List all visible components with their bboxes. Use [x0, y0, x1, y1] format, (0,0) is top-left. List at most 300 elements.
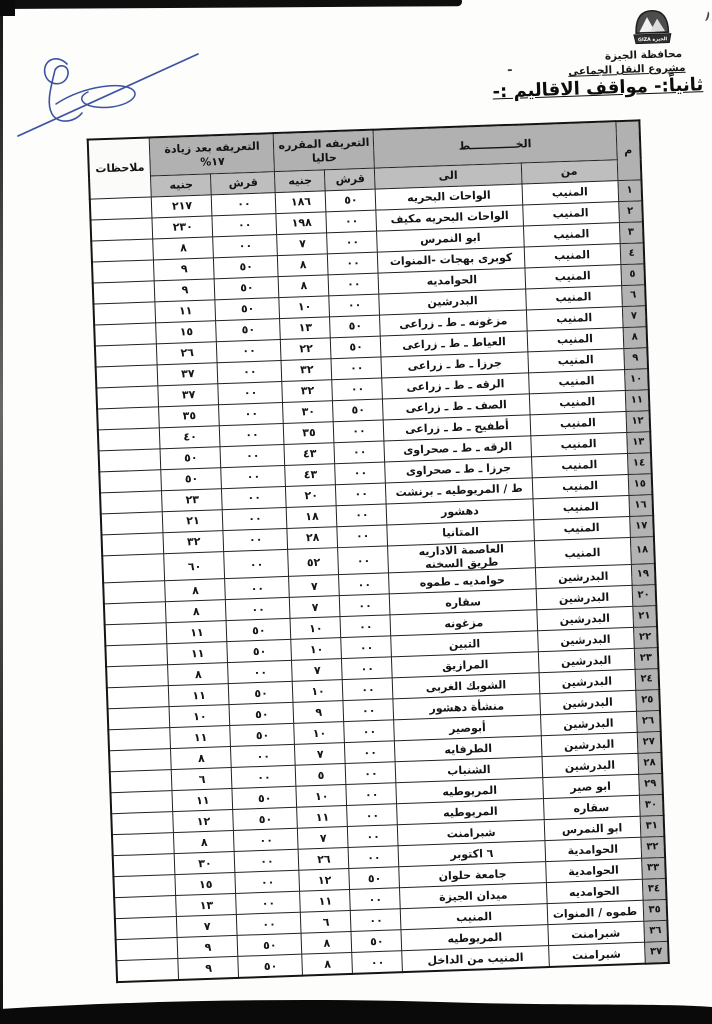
- current-qirsh-cell: ٠٠: [344, 720, 395, 743]
- increased-qirsh-cell: ٠٠: [225, 577, 290, 600]
- to-cell: الرقه ـ ط ـ صحراوى: [384, 436, 531, 462]
- notes-cell: [115, 917, 178, 940]
- notes-cell: [111, 812, 174, 835]
- increased-gineh-cell: ٩: [154, 258, 215, 281]
- to-cell: الرقه ـ ط ـ زراعى: [382, 373, 529, 399]
- current-qirsh-cell: ٠٠: [335, 462, 386, 485]
- to-cell: ٦ اكتوبر: [399, 841, 546, 867]
- row-number-cell: ٢٩: [638, 774, 663, 796]
- current-gineh-cell: ٦: [301, 911, 352, 934]
- from-cell: الحوامدية: [545, 859, 642, 883]
- increased-qirsh-cell: ٥٠: [215, 277, 280, 300]
- from-cell: المنيب: [528, 370, 625, 394]
- notes-cell: [113, 875, 176, 898]
- current-qirsh-cell: ٠٠: [337, 525, 388, 548]
- to-cell: كوبرى بهجات -المنوات: [378, 247, 525, 273]
- current-gineh-cell: ٧: [295, 743, 346, 766]
- fare-table: [87, 119, 670, 983]
- increased-qirsh-cell: ٠٠: [212, 193, 277, 216]
- notes-cell: [109, 749, 172, 772]
- notes-cell: [106, 665, 169, 688]
- row-number-cell: ١٠: [624, 369, 649, 391]
- increased-gineh-cell: ٨: [153, 237, 214, 260]
- notes-cell: [116, 938, 179, 961]
- row-number-cell: ٦: [621, 285, 646, 307]
- current-qirsh-cell: ٠٠: [347, 804, 398, 827]
- increased-qirsh-cell: ٥٠: [216, 319, 281, 342]
- to-cell: العياط ـ ط ـ زراعى: [381, 331, 528, 357]
- current-gineh-cell: ٨: [279, 275, 330, 298]
- increased-qirsh-cell: ٠٠: [213, 235, 278, 258]
- increased-gineh-cell: ٣٧: [158, 384, 219, 407]
- row-number-cell: ٢٤: [635, 669, 660, 691]
- row-number-cell: ٥: [620, 264, 645, 286]
- increased-qirsh-cell: ٠٠: [223, 528, 288, 551]
- increased-gineh-cell: ٨: [174, 831, 235, 854]
- increased-gineh-cell: ٦: [172, 768, 233, 791]
- row-number-cell: ١٥: [628, 474, 653, 496]
- current-gineh-cell: ١٨٦: [276, 191, 327, 214]
- current-qirsh-cell: ٠٠: [351, 909, 402, 932]
- current-gineh-cell: ٩: [293, 701, 344, 724]
- scan-edge-left: [0, 0, 3, 1024]
- current-qirsh-cell: ٠٠: [352, 951, 403, 974]
- current-gineh-cell: ٥: [296, 764, 347, 787]
- current-gineh-cell: ٧: [290, 596, 341, 619]
- current-gineh-cell: ٢٨: [287, 527, 338, 550]
- current-gineh-cell: ١١: [300, 890, 351, 913]
- row-number-cell: ٢٦: [636, 711, 661, 733]
- giza-governorate-logo: [630, 3, 674, 54]
- notes-cell: [108, 728, 171, 751]
- current-qirsh-cell: ٠٠: [346, 762, 397, 785]
- from-cell: الحوامديه: [546, 880, 643, 904]
- header-increased-gineh: جنيه: [151, 174, 212, 197]
- notes-cell: [93, 281, 156, 304]
- header-to: الى: [375, 163, 522, 189]
- increased-gineh-cell: ٢١٧: [152, 195, 213, 218]
- current-qirsh-cell: ٠٠: [329, 294, 380, 317]
- increased-gineh-cell: ٢١: [163, 510, 224, 533]
- row-number-cell: ٣٣: [641, 858, 666, 880]
- current-qirsh-cell: ٠٠: [336, 483, 387, 506]
- increased-gineh-cell: ٩: [178, 936, 239, 959]
- to-cell: الشوبك الغربى: [393, 673, 540, 699]
- current-gineh-cell: ١١: [297, 806, 348, 829]
- current-gineh-cell: ١٢: [299, 869, 350, 892]
- current-qirsh-cell: ٠٠: [345, 741, 396, 764]
- to-cell: سقاره: [390, 589, 537, 615]
- agency-name: محافظة الجيزة: [604, 47, 683, 63]
- row-number-cell: ١١: [625, 390, 650, 412]
- increased-gineh-cell: ٨: [166, 600, 227, 623]
- from-cell: البدرشين: [538, 649, 635, 673]
- current-qirsh-cell: ٠٠: [341, 636, 392, 659]
- from-cell: سقاره: [543, 796, 640, 820]
- notes-cell: [90, 218, 153, 241]
- header-increased-qirsh: قرش: [211, 172, 276, 195]
- signature: [12, 40, 207, 145]
- row-number-cell: ٢: [618, 201, 643, 223]
- to-cell: المريوطيه: [397, 799, 544, 825]
- increased-gineh-cell: ١٢: [173, 810, 234, 833]
- current-gineh-cell: ٨: [278, 254, 329, 277]
- from-cell: طموه / المنوات: [547, 901, 644, 925]
- increased-gineh-cell: ١١: [170, 726, 231, 749]
- increased-qirsh-cell: ٥٠: [227, 619, 292, 642]
- increased-qirsh-cell: ٥٠: [232, 787, 297, 810]
- current-gineh-cell: ١٠: [279, 296, 330, 319]
- current-gineh-cell: ٣٥: [284, 422, 335, 445]
- current-gineh-cell: ٧: [292, 659, 343, 682]
- stray-ink-mark: [702, 10, 711, 21]
- increased-gineh-cell: ٢٣: [162, 489, 223, 512]
- current-gineh-cell: ٧: [277, 233, 328, 256]
- header-from: من: [521, 160, 618, 184]
- to-cell: المتانيا: [387, 520, 534, 546]
- current-qirsh-cell: ٠٠: [349, 846, 400, 869]
- current-gineh-cell: ٤٣: [284, 443, 335, 466]
- to-cell: شبرامنت: [398, 820, 545, 846]
- current-gineh-cell: ٢٦: [299, 848, 350, 871]
- notes-cell: [105, 644, 168, 667]
- notes-cell: [99, 470, 162, 493]
- row-number-cell: ١٢: [626, 411, 651, 433]
- from-cell: المنيب: [534, 537, 631, 568]
- from-cell: المنيب: [527, 349, 624, 373]
- increased-qirsh-cell: ٠٠: [232, 766, 297, 789]
- to-cell: ابو النمرس: [377, 226, 524, 252]
- header-increased-tariff-line1: التعريفه بعد زيادة: [164, 139, 260, 157]
- row-number-cell: ٣٧: [644, 942, 669, 964]
- row-number-cell: ٣: [619, 222, 644, 244]
- increased-gineh-cell: ١٠: [170, 705, 231, 728]
- to-cell: المريوطيه: [396, 778, 543, 804]
- notes-cell: [95, 344, 158, 367]
- from-cell: المنيب: [530, 433, 627, 457]
- from-cell: المنيب: [529, 391, 626, 415]
- increased-gineh-cell: ٥٠: [160, 447, 221, 470]
- notes-cell: [92, 260, 155, 283]
- to-cell: البدرشين: [379, 289, 526, 315]
- header-line: الخــــــــــــط: [374, 121, 617, 168]
- notes-cell: [114, 896, 177, 919]
- current-qirsh-cell: ٥٠: [330, 315, 381, 338]
- current-gineh-cell: ٥٢: [288, 548, 339, 577]
- increased-gineh-cell: ٣٥: [159, 405, 220, 428]
- increased-qirsh-cell: ٠٠: [221, 465, 286, 488]
- notes-cell: [100, 491, 163, 514]
- increased-gineh-cell: ٥٠: [161, 468, 222, 491]
- increased-qirsh-cell: ٠٠: [220, 423, 285, 446]
- from-cell: المنيب: [525, 286, 622, 310]
- increased-gineh-cell: ١١: [167, 642, 228, 665]
- from-cell: ابو النمرس: [544, 817, 641, 841]
- row-number-cell: ١٧: [629, 516, 654, 538]
- notes-cell: [113, 854, 176, 877]
- current-qirsh-cell: ٠٠: [334, 420, 385, 443]
- current-gineh-cell: ٨: [302, 953, 353, 976]
- row-number-cell: ٢٣: [634, 648, 659, 670]
- from-cell: المنيب: [532, 495, 629, 519]
- to-cell: الواحات البحريه: [376, 184, 523, 210]
- stray-dash: -: [506, 62, 513, 78]
- current-qirsh-cell: ٠٠: [327, 231, 378, 254]
- increased-gineh-cell: ١١: [155, 300, 216, 323]
- increased-qirsh-cell: ٥٠: [215, 298, 280, 321]
- current-qirsh-cell: ٥٠: [351, 930, 402, 953]
- increased-qirsh-cell: ٥٠: [229, 703, 294, 726]
- row-number-cell: ١٣: [626, 432, 651, 454]
- current-gineh-cell: ٣٢: [282, 380, 333, 403]
- current-qirsh-cell: ٠٠: [334, 441, 385, 464]
- current-gineh-cell: ١٠: [293, 680, 344, 703]
- current-gineh-cell: ٧: [298, 827, 349, 850]
- increased-qirsh-cell: ٠٠: [231, 745, 296, 768]
- section-title: ثانياً:- مواقف الاقاليم :-: [492, 74, 704, 103]
- increased-gineh-cell: ٤٠: [160, 426, 221, 449]
- to-cell: المرازيق: [392, 652, 539, 678]
- current-gineh-cell: ٣٢: [281, 359, 332, 382]
- current-qirsh-cell: ٠٠: [339, 573, 390, 596]
- notes-cell: [90, 197, 153, 220]
- row-number-cell: ١: [617, 180, 642, 202]
- from-cell: البدرشين: [541, 733, 638, 757]
- notes-cell: [112, 833, 175, 856]
- increased-qirsh-cell: ٥٠: [230, 724, 295, 747]
- row-number-cell: ٢١: [632, 606, 657, 628]
- scan-edge-corner: [0, 0, 15, 16]
- from-cell: البدرشين: [535, 565, 632, 589]
- increased-gineh-cell: ١٥: [175, 873, 236, 896]
- from-cell: المنيب: [523, 223, 620, 247]
- notes-cell: [96, 365, 159, 388]
- row-number-cell: ٢٥: [635, 690, 660, 712]
- header-increased-tariff-line2: ١٧%: [200, 154, 225, 169]
- project-name: مشروع النقل الجماعى: [568, 61, 686, 78]
- increased-qirsh-cell: ٠٠: [212, 214, 277, 237]
- to-cell: أطفيح ـ ط ـ زراعى: [384, 415, 531, 441]
- header-current-tariff-line1: التعريفه المقرره: [278, 136, 370, 153]
- row-number-cell: ٣٢: [640, 837, 665, 859]
- from-cell: المنيب: [524, 265, 621, 289]
- header-current-gineh: جنيه: [275, 170, 326, 193]
- row-number-cell: ١٨: [630, 537, 655, 565]
- header-current-tariff: [274, 130, 375, 172]
- row-number-cell: ١٦: [628, 495, 653, 517]
- current-qirsh-cell: ٥٠: [333, 399, 384, 422]
- current-gineh-cell: ١٣: [280, 317, 331, 340]
- fare-table-body: [90, 180, 669, 983]
- notes-cell: [103, 581, 166, 604]
- from-cell: البدرشين: [542, 754, 639, 778]
- from-cell: البدرشين: [540, 712, 637, 736]
- current-gineh-cell: ١٩٨: [276, 212, 327, 235]
- increased-gineh-cell: ٢٣٠: [152, 216, 213, 239]
- current-gineh-cell: ٢٠: [286, 485, 337, 508]
- row-number-cell: ٤: [620, 243, 645, 265]
- notes-cell: [102, 554, 165, 584]
- current-gineh-cell: ١٠: [291, 638, 342, 661]
- increased-qirsh-cell: ٥٠: [238, 934, 303, 957]
- notes-cell: [101, 533, 164, 556]
- from-cell: البدرشين: [536, 607, 633, 631]
- increased-gineh-cell: ٨: [168, 663, 229, 686]
- current-gineh-cell: ٢٢: [281, 338, 332, 361]
- increased-gineh-cell: ١١: [172, 789, 233, 812]
- increased-gineh-cell: ٣٠: [175, 852, 236, 875]
- current-qirsh-cell: ٠٠: [342, 657, 393, 680]
- header-number: م: [615, 120, 641, 180]
- row-number-cell: ٢٧: [637, 732, 662, 754]
- increased-qirsh-cell: ٠٠: [218, 382, 283, 405]
- to-cell: المريوطيه: [401, 925, 548, 951]
- current-qirsh-cell: ٥٠: [331, 336, 382, 359]
- to-cell: جرزا ـ ط ـ زراعى: [381, 352, 528, 378]
- increased-gineh-cell: ١١: [167, 621, 228, 644]
- notes-cell: [96, 386, 159, 409]
- to-cell: ط / المريوطيه ـ برنشت: [386, 478, 533, 504]
- current-gineh-cell: ٨: [301, 932, 352, 955]
- from-cell: البدرشين: [536, 586, 633, 610]
- to-cell: الواحات البحريه مكيف: [376, 205, 523, 231]
- row-number-cell: ٣١: [640, 816, 665, 838]
- increased-gineh-cell: ٦٠: [164, 552, 225, 581]
- row-number-cell: ١٤: [627, 453, 652, 475]
- to-cell: العاصمة الاداريه طريق السخنه: [388, 541, 535, 573]
- increased-qirsh-cell: ٠٠: [234, 829, 299, 852]
- header-current-qirsh: قرش: [325, 168, 376, 191]
- notes-cell: [108, 707, 171, 730]
- increased-qirsh-cell: ٠٠: [218, 361, 283, 384]
- notes-cell: [110, 770, 173, 793]
- from-cell: المنيب: [533, 516, 630, 540]
- current-gineh-cell: ١٠: [296, 785, 347, 808]
- current-qirsh-cell: ٠٠: [343, 699, 394, 722]
- from-cell: المنيب: [527, 328, 624, 352]
- current-qirsh-cell: ٠٠: [328, 252, 379, 275]
- row-number-cell: ٢٠: [632, 585, 657, 607]
- increased-qirsh-cell: ٠٠: [236, 892, 301, 915]
- increased-qirsh-cell: ٠٠: [220, 444, 285, 467]
- current-qirsh-cell: ٠٠: [331, 357, 382, 380]
- to-cell: التبين: [391, 631, 538, 657]
- row-number-cell: ٣٥: [643, 900, 668, 922]
- increased-qirsh-cell: ٥٠: [227, 640, 292, 663]
- to-cell: جامعة حلوان: [399, 862, 546, 888]
- increased-qirsh-cell: ٠٠: [222, 486, 287, 509]
- current-gineh-cell: ١٨: [287, 506, 338, 529]
- notes-cell: [101, 512, 164, 535]
- row-number-cell: ١٩: [631, 564, 656, 586]
- increased-gineh-cell: ١٣: [176, 894, 237, 917]
- from-cell: المنيب: [530, 412, 627, 436]
- scan-edge-top: [0, 0, 462, 9]
- increased-qirsh-cell: ٥٠: [214, 256, 279, 279]
- from-cell: البدرشين: [539, 670, 636, 694]
- row-number-cell: ٣٠: [639, 795, 664, 817]
- increased-qirsh-cell: ٠٠: [217, 340, 282, 363]
- to-cell: أبوصير: [394, 715, 541, 741]
- header-notes: ملاحظات: [88, 137, 152, 199]
- increased-gineh-cell: ٨: [165, 579, 226, 602]
- increased-qirsh-cell: ٠٠: [235, 850, 300, 873]
- from-cell: شبرامنت: [547, 922, 644, 946]
- increased-qirsh-cell: ٠٠: [228, 661, 293, 684]
- current-gineh-cell: ١٠: [291, 617, 342, 640]
- current-gineh-cell: ٧: [289, 575, 340, 598]
- increased-qirsh-cell: ٠٠: [237, 913, 302, 936]
- row-number-cell: ٧: [622, 306, 647, 328]
- increased-gineh-cell: ٣٢: [163, 531, 224, 554]
- notes-cell: [91, 239, 154, 262]
- scan-edge-bottom: [0, 998, 712, 1024]
- from-cell: المنيب: [531, 454, 628, 478]
- notes-cell: [98, 428, 161, 451]
- current-gineh-cell: ١٠: [294, 722, 345, 745]
- increased-qirsh-cell: ٥٠: [233, 808, 298, 831]
- from-cell: المنيب: [526, 307, 623, 331]
- to-cell: ميدان الجيزة: [400, 883, 547, 909]
- to-cell: مزغونه: [390, 610, 537, 636]
- to-cell: دهشور: [387, 499, 534, 525]
- from-cell: البدرشين: [537, 628, 634, 652]
- notes-cell: [93, 302, 156, 325]
- from-cell: المنيب: [522, 202, 619, 226]
- increased-qirsh-cell: ٠٠: [219, 402, 284, 425]
- from-cell: المنيب: [522, 181, 619, 205]
- current-qirsh-cell: ٥٠: [326, 189, 377, 212]
- current-qirsh-cell: ٠٠: [332, 378, 383, 401]
- current-qirsh-cell: ٠٠: [337, 504, 388, 527]
- from-cell: ابو صير: [542, 775, 639, 799]
- to-cell: حوامديه ـ طموه: [389, 568, 536, 594]
- increased-qirsh-cell: ٠٠: [235, 871, 300, 894]
- current-qirsh-cell: ٠٠: [350, 888, 401, 911]
- current-qirsh-cell: ٠٠: [346, 783, 397, 806]
- notes-cell: [104, 602, 167, 625]
- increased-gineh-cell: ٧: [177, 915, 238, 938]
- from-cell: المنيب: [524, 244, 621, 268]
- to-cell: منشأة دهشور: [393, 694, 540, 720]
- notes-cell: [116, 959, 179, 983]
- notes-cell: [110, 791, 173, 814]
- increased-gineh-cell: ١١: [169, 684, 230, 707]
- increased-qirsh-cell: ٠٠: [226, 598, 291, 621]
- current-qirsh-cell: ٠٠: [329, 273, 380, 296]
- giza-logo-emblem: [630, 3, 674, 54]
- current-qirsh-cell: ٠٠: [326, 210, 377, 233]
- row-number-cell: ٣٤: [642, 879, 667, 901]
- from-cell: الحوامدية: [544, 838, 641, 862]
- notes-cell: [105, 623, 168, 646]
- current-qirsh-cell: ٠٠: [343, 678, 394, 701]
- increased-qirsh-cell: ٥٠: [238, 955, 303, 979]
- header-current-tariff-line2: حاليا: [311, 150, 338, 165]
- increased-qirsh-cell: ٥٠: [229, 682, 294, 705]
- current-gineh-cell: ٣٠: [283, 401, 334, 424]
- to-cell: مزغونه ـ ط ـ زراعى: [380, 310, 527, 336]
- increased-gineh-cell: ٢٦: [157, 342, 218, 365]
- notes-cell: [94, 323, 157, 346]
- to-cell: الطرفايه: [395, 736, 542, 762]
- from-cell: المنيب: [532, 475, 629, 499]
- to-cell: الصف ـ ط ـ زراعى: [383, 394, 530, 420]
- notes-cell: [107, 686, 170, 709]
- to-cell: المنيب من الداخل: [402, 946, 549, 973]
- to-cell: المنيب: [401, 904, 548, 930]
- to-cell: الشنباب: [396, 757, 543, 783]
